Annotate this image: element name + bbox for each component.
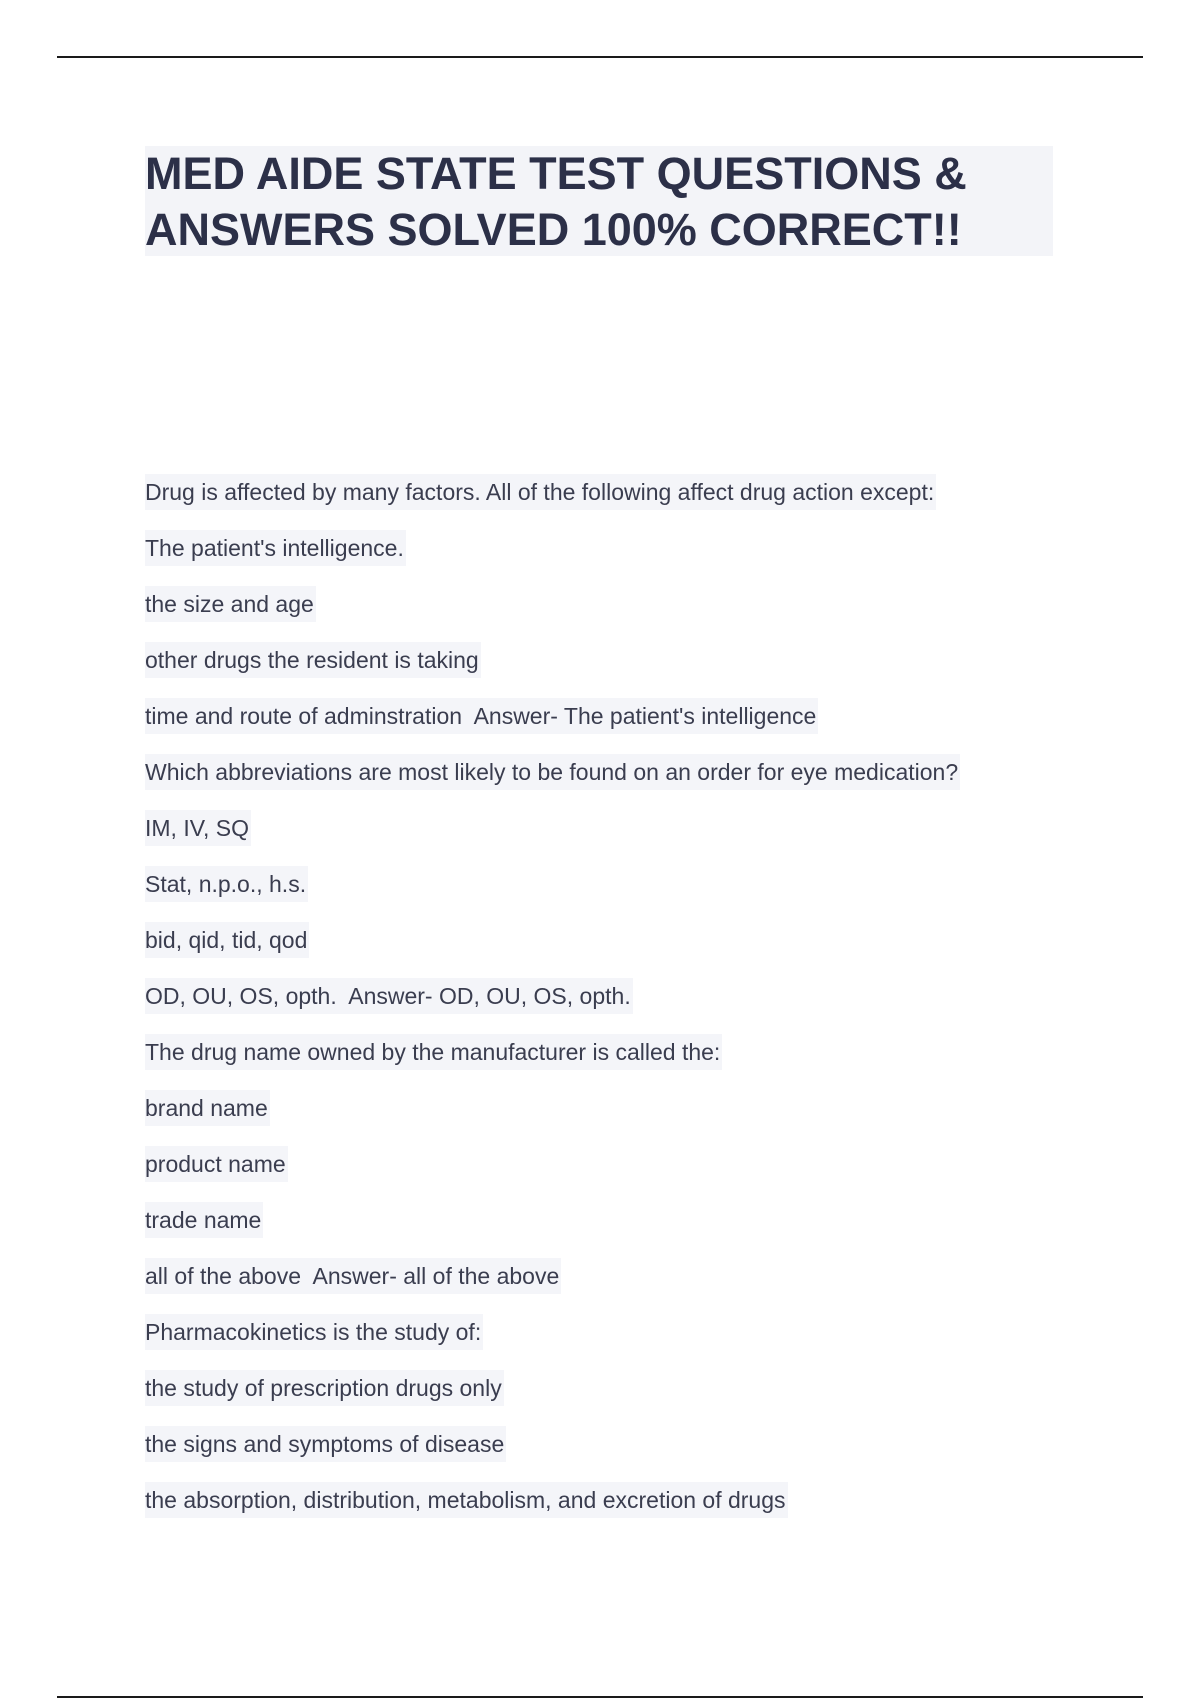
answer-option bbox=[145, 1090, 1105, 1146]
answer-option bbox=[145, 530, 1105, 586]
line-text: time and route of adminstration Answer- The patient's intelligence bbox=[145, 698, 818, 734]
answer-option-with-answer bbox=[145, 698, 1105, 754]
line-text: bid, qid, tid, qod bbox=[145, 922, 309, 958]
answer-option-with-answer bbox=[145, 978, 1105, 1034]
answer-option bbox=[145, 1482, 1105, 1538]
line-text: all of the above Answer- all of the above bbox=[145, 1258, 561, 1294]
line-text: the signs and symptoms of disease bbox=[145, 1426, 506, 1462]
answer-option bbox=[145, 1370, 1105, 1426]
title-line-1: MED AIDE STATE TEST QUESTIONS & bbox=[145, 148, 967, 199]
answer-option bbox=[145, 922, 1105, 978]
bottom-rule bbox=[57, 1696, 1143, 1698]
line-text: the size and age bbox=[145, 586, 316, 622]
question-text bbox=[145, 754, 1105, 810]
line-text: The patient's intelligence. bbox=[145, 530, 406, 566]
question-text bbox=[145, 1314, 1105, 1370]
answer-option bbox=[145, 1146, 1105, 1202]
line-text: product name bbox=[145, 1146, 288, 1182]
line-text: Stat, n.p.o., h.s. bbox=[145, 866, 308, 902]
line-text: other drugs the resident is taking bbox=[145, 642, 481, 678]
answer-option bbox=[145, 1202, 1105, 1258]
question-list bbox=[145, 474, 1105, 1538]
line-text: OD, OU, OS, opth. Answer- OD, OU, OS, opth. bbox=[145, 978, 633, 1014]
line-text: the study of prescription drugs only bbox=[145, 1370, 504, 1406]
answer-option bbox=[145, 642, 1105, 698]
question-text bbox=[145, 1034, 1105, 1090]
line-text: trade name bbox=[145, 1202, 263, 1238]
question-text bbox=[145, 474, 1105, 530]
line-text: Which abbreviations are most likely to be found on an order for eye medication? bbox=[145, 754, 960, 790]
line-text: Drug is affected by many factors. All of the following affect drug action except: bbox=[145, 474, 936, 510]
answer-option bbox=[145, 586, 1105, 642]
top-rule bbox=[57, 56, 1143, 58]
answer-option-with-answer bbox=[145, 1258, 1105, 1314]
line-text: the absorption, distribution, metabolism, and excretion of drugs bbox=[145, 1482, 788, 1518]
document-title bbox=[145, 146, 1053, 256]
answer-option bbox=[145, 810, 1105, 866]
title-line-2: ANSWERS SOLVED 100% CORRECT!! bbox=[145, 204, 962, 255]
answer-option bbox=[145, 866, 1105, 922]
line-text: Pharmacokinetics is the study of: bbox=[145, 1314, 483, 1350]
line-text: brand name bbox=[145, 1090, 270, 1126]
answer-option bbox=[145, 1426, 1105, 1482]
line-text: The drug name owned by the manufacturer is called the: bbox=[145, 1034, 722, 1070]
line-text: IM, IV, SQ bbox=[145, 810, 251, 846]
